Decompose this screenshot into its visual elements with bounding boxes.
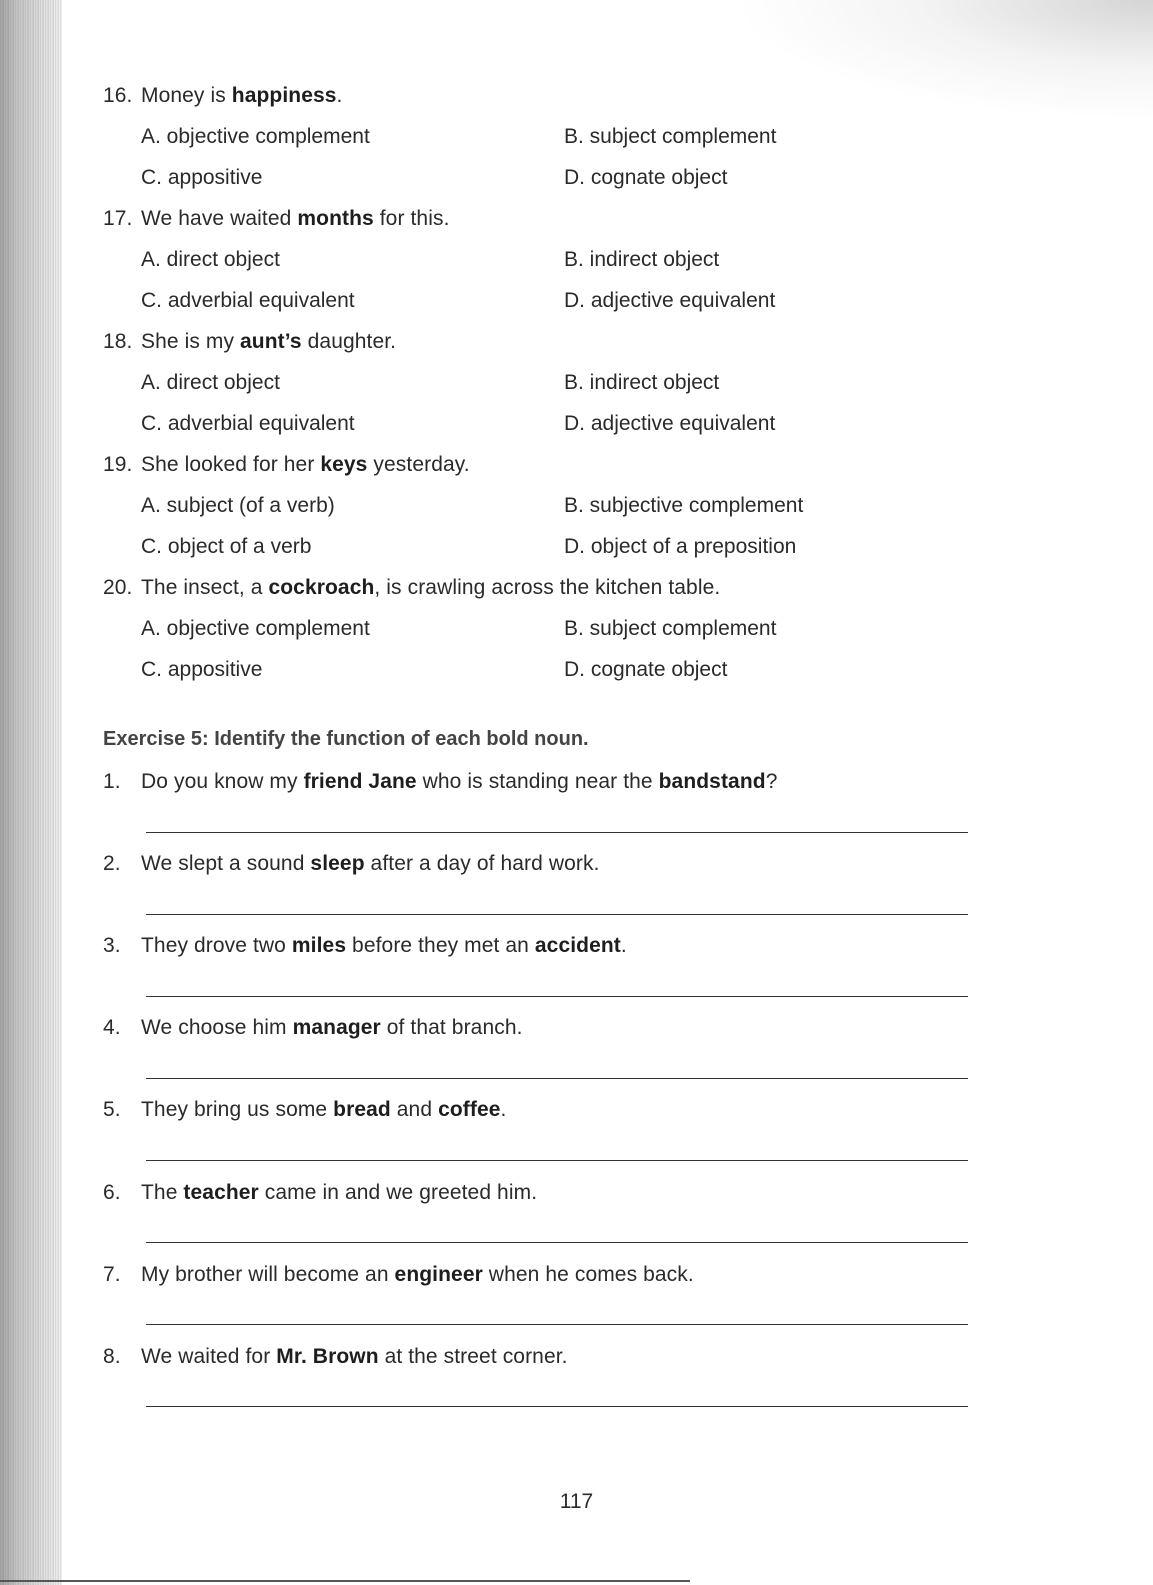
option-a: A. objective complement xyxy=(141,617,370,640)
answer-line-7[interactable] xyxy=(146,1324,968,1325)
option-b: B. indirect object xyxy=(564,248,720,271)
question-number: 20. xyxy=(103,576,133,599)
question-20: 20. The insect, a cockroach, is crawling across the kitchen table. xyxy=(103,576,721,599)
option-a: A. direct object xyxy=(141,248,280,271)
question-number: 19. xyxy=(103,453,133,476)
bold-noun: cockroach xyxy=(268,576,375,599)
option-b: B. subjective complement xyxy=(564,494,804,517)
option-c: C. adverbial equivalent xyxy=(141,289,355,312)
bold-noun: keys xyxy=(320,453,368,476)
item-number: 2. xyxy=(103,852,121,875)
bold-noun: miles xyxy=(291,934,347,957)
option-c: C. appositive xyxy=(141,658,263,681)
question-17: 17. We have waited months for this. xyxy=(103,207,450,230)
exercise-heading: Exercise 5: Identify the function of each bold noun. xyxy=(103,728,589,750)
exercise-item-2: 2. We slept a sound sleep after a day of hard work. xyxy=(103,852,600,875)
option-d: D. adjective equivalent xyxy=(564,412,776,435)
exercise-item-7: 7. My brother will become an engineer when he comes back. xyxy=(103,1263,694,1286)
question-number: 17. xyxy=(103,207,133,230)
bold-noun: coffee xyxy=(438,1098,501,1121)
option-c: C. object of a verb xyxy=(141,535,312,558)
exercise-item-5: 5. They bring us some bread and coffee. xyxy=(103,1098,507,1121)
answer-line-4[interactable] xyxy=(146,1078,968,1079)
option-b: B. subject complement xyxy=(564,617,777,640)
option-a: A. objective complement xyxy=(141,125,370,148)
answer-line-2[interactable] xyxy=(146,914,968,915)
option-d: D. cognate object xyxy=(564,658,728,681)
item-number: 4. xyxy=(103,1016,121,1039)
page-number: 117 xyxy=(559,1490,594,1513)
bold-noun: teacher xyxy=(183,1181,259,1204)
question-19: 19. She looked for her keys yesterday. xyxy=(103,453,470,476)
bold-noun: bandstand xyxy=(658,770,766,793)
option-b: B. subject complement xyxy=(564,125,777,148)
bold-noun: engineer xyxy=(394,1263,483,1286)
question-16: 16. Money is happiness. xyxy=(103,84,343,107)
question-number: 18. xyxy=(103,330,133,353)
page-edge-line xyxy=(0,1580,690,1582)
option-a: A. subject (of a verb) xyxy=(141,494,335,517)
bold-noun: manager xyxy=(292,1016,381,1039)
exercise-item-1: 1. Do you know my friend Jane who is standing near the bandstand? xyxy=(103,770,778,793)
item-number: 6. xyxy=(103,1181,121,1204)
option-d: D. cognate object xyxy=(564,166,728,189)
bold-noun: Mr. Brown xyxy=(276,1345,379,1368)
item-number: 7. xyxy=(103,1263,121,1286)
exercise-item-4: 4. We choose him manager of that branch. xyxy=(103,1016,523,1039)
answer-line-5[interactable] xyxy=(146,1160,968,1161)
bold-noun: friend Jane xyxy=(303,770,417,793)
option-d: D. object of a preposition xyxy=(564,535,797,558)
answer-line-3[interactable] xyxy=(146,996,968,997)
option-c: C. appositive xyxy=(141,166,263,189)
option-b: B. indirect object xyxy=(564,371,720,394)
answer-line-6[interactable] xyxy=(146,1242,968,1243)
bold-noun: sleep xyxy=(310,852,365,875)
bold-noun: happiness xyxy=(231,84,337,107)
bold-noun: months xyxy=(297,207,374,230)
option-d: D. adjective equivalent xyxy=(564,289,776,312)
answer-line-8[interactable] xyxy=(146,1406,968,1407)
exercise-item-3: 3. They drove two miles before they met an accident. xyxy=(103,934,627,957)
bold-noun: bread xyxy=(333,1098,391,1121)
option-a: A. direct object xyxy=(141,371,280,394)
item-number: 3. xyxy=(103,934,121,957)
option-c: C. adverbial equivalent xyxy=(141,412,355,435)
question-18: 18. She is my aunt’s daughter. xyxy=(103,330,397,353)
question-number: 16. xyxy=(103,84,133,107)
bold-noun: aunt’s xyxy=(240,330,302,353)
exercise-item-8: 8. We waited for Mr. Brown at the street corner. xyxy=(103,1345,568,1368)
exercise-item-6: 6. The teacher came in and we greeted him. xyxy=(103,1181,538,1204)
bold-noun: accident xyxy=(534,934,621,957)
item-number: 5. xyxy=(103,1098,121,1121)
answer-line-1[interactable] xyxy=(146,832,968,833)
item-number: 1. xyxy=(103,770,121,793)
item-number: 8. xyxy=(103,1345,121,1368)
